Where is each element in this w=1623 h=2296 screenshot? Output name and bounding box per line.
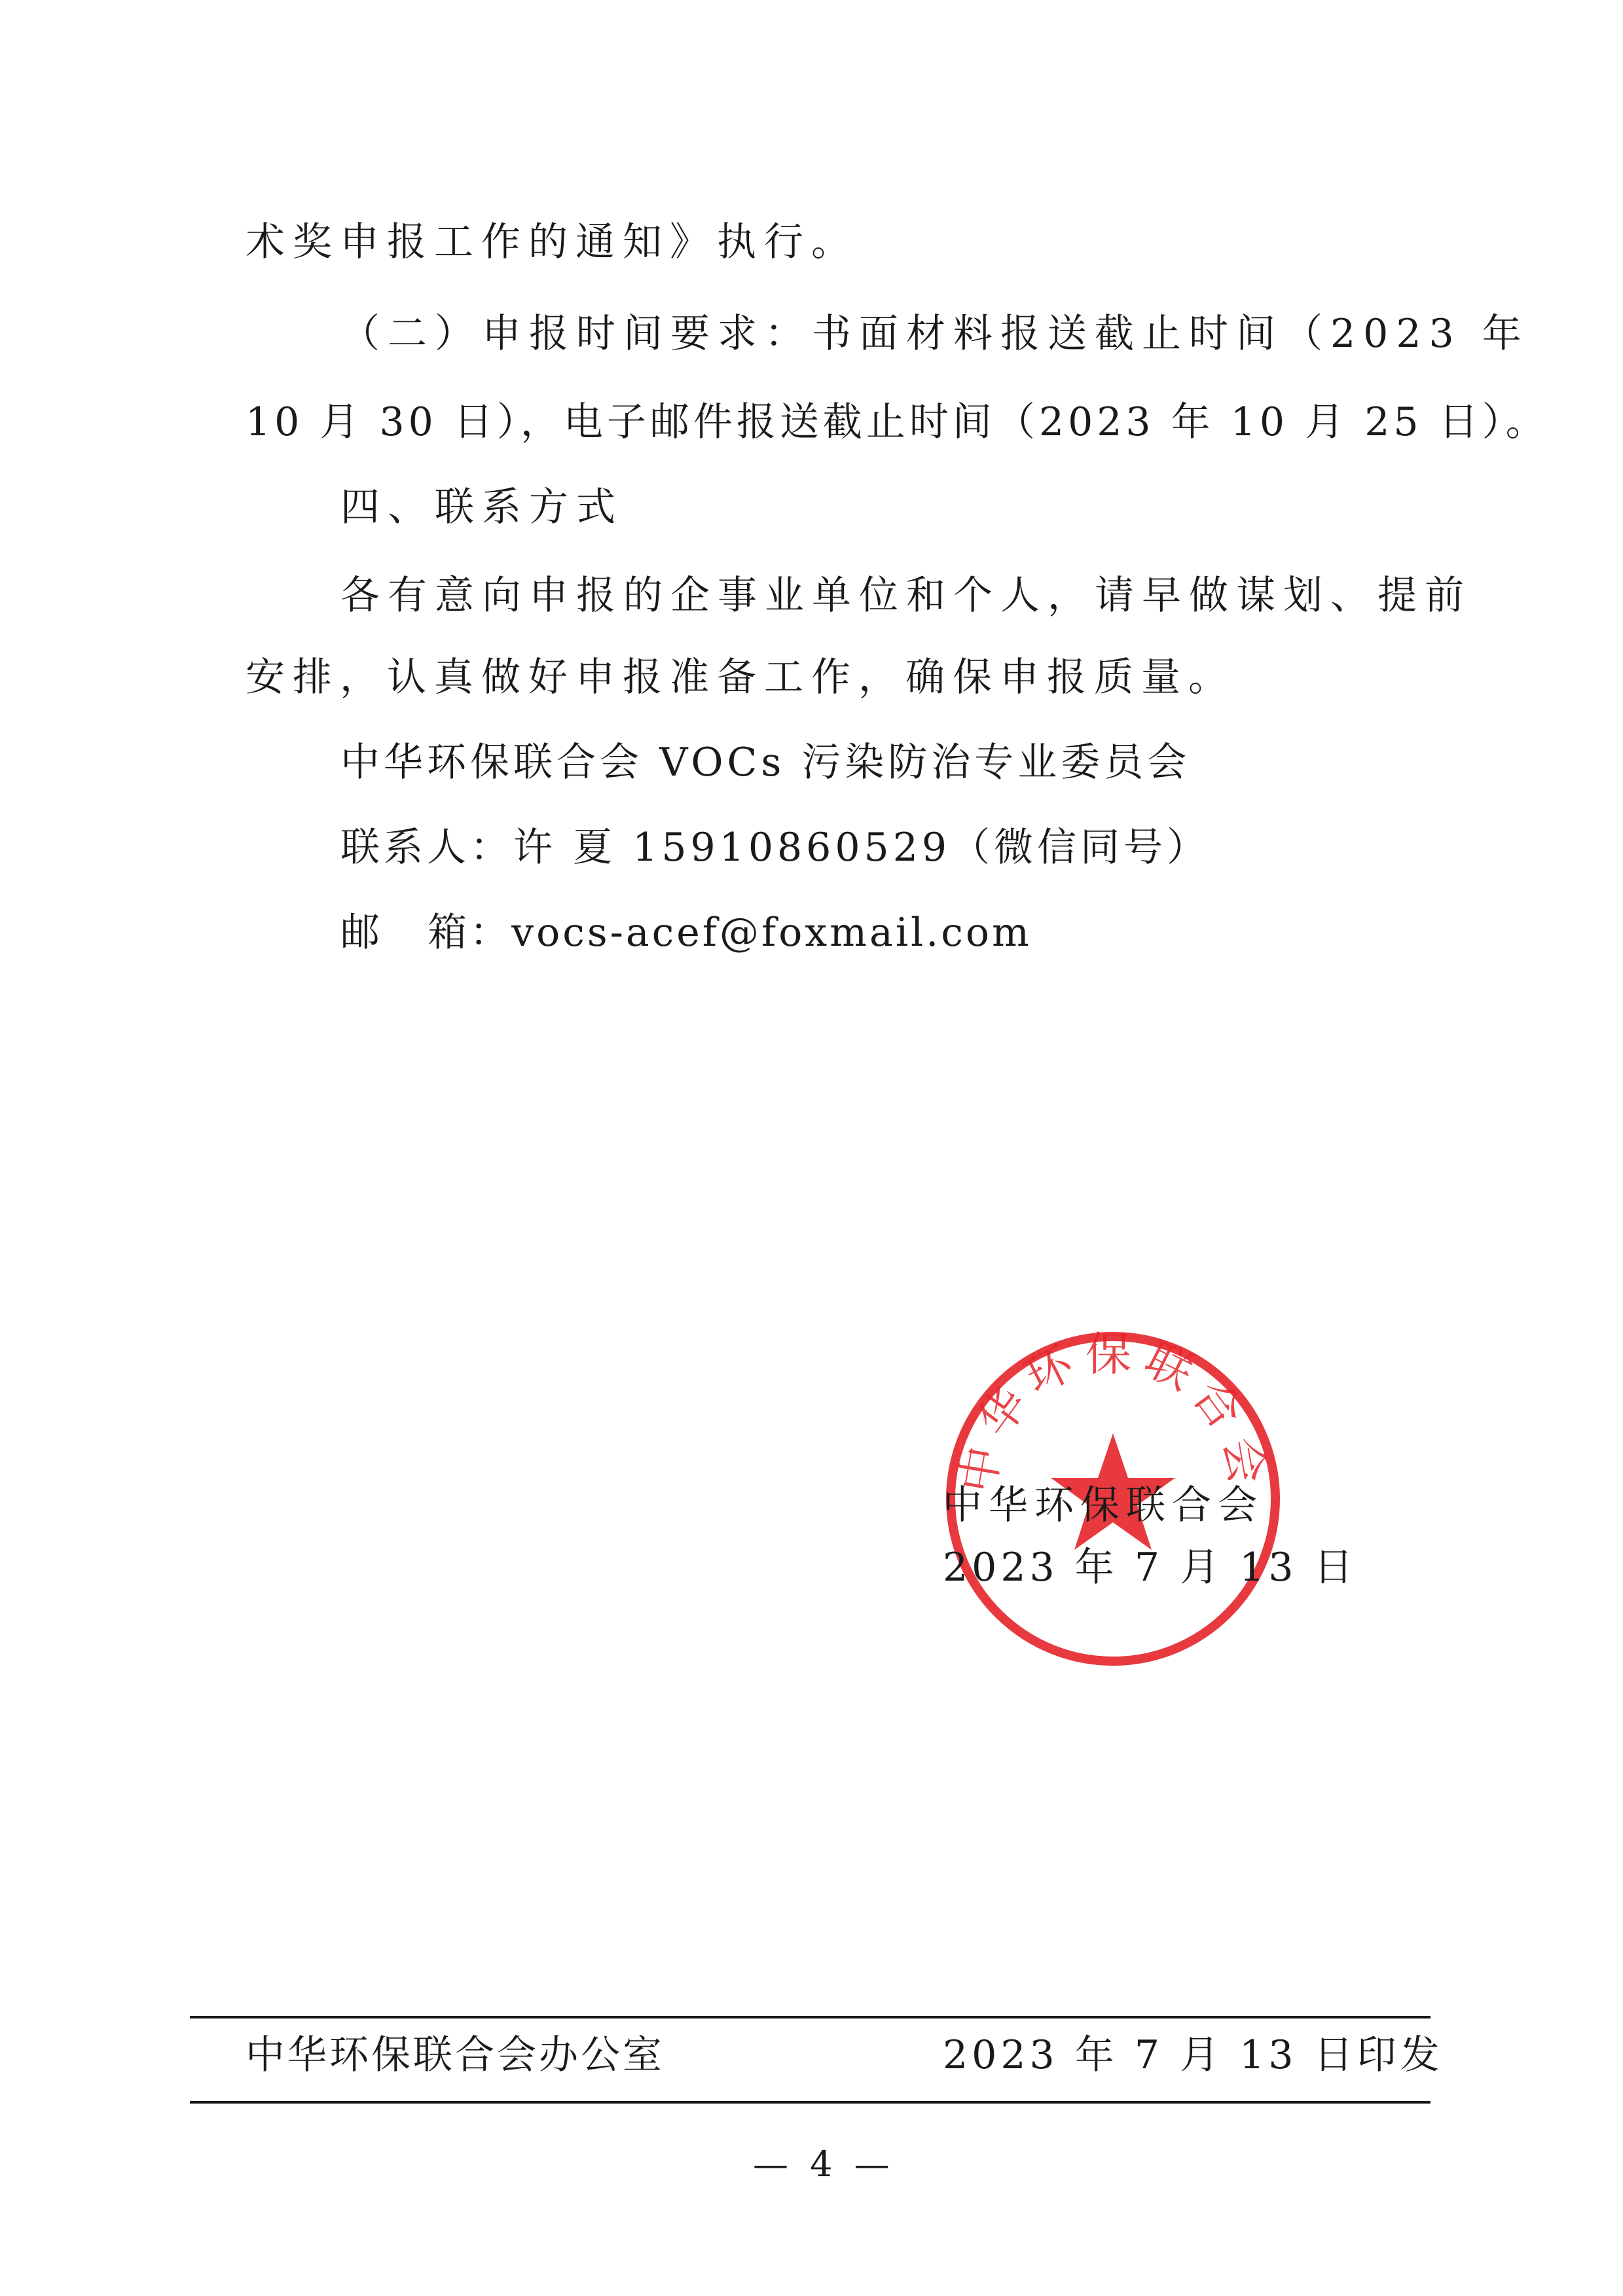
page-number: — 4 — [753,2144,895,2185]
paragraph-line: 安排，认真做好申报准备工作，确保申报质量。 [246,655,1235,700]
section-heading: 四、联系方式 [340,484,623,530]
contact-org: 中华环保联合会 VOCs 污染防治专业委员会 [340,740,1191,785]
footer-office: 中华环保联合会办公室 [246,2032,665,2078]
signature-issuer: 中华环保联合会 [943,1482,1264,1528]
footer-rule-top [190,2016,1431,2018]
seal-text: 中华环保联合会 [950,1329,1276,1497]
contact-email: 邮 箱：vocs-acef@foxmail.com [340,910,1032,956]
paragraph-line: 术奖申报工作的通知》执行。 [246,219,858,265]
signature-date: 2023 年 7 月 13 日 [943,1545,1357,1590]
paragraph-line: 10 月 30 日），电子邮件报送截止时间（2023 年 10 月 25 日）。 [246,399,1549,445]
paragraph-line: 各有意向申报的企事业单位和个人，请早做谋划、提前 [340,573,1472,619]
contact-person: 联系人：许 夏 15910860529（微信同号） [340,825,1211,870]
footer-rule-bottom [190,2101,1431,2104]
footer-issued: 2023 年 7 月 13 日印发 [943,2032,1444,2078]
paragraph-line: （二）申报时间要求：书面材料报送截止时间（2023 年 [340,311,1529,357]
